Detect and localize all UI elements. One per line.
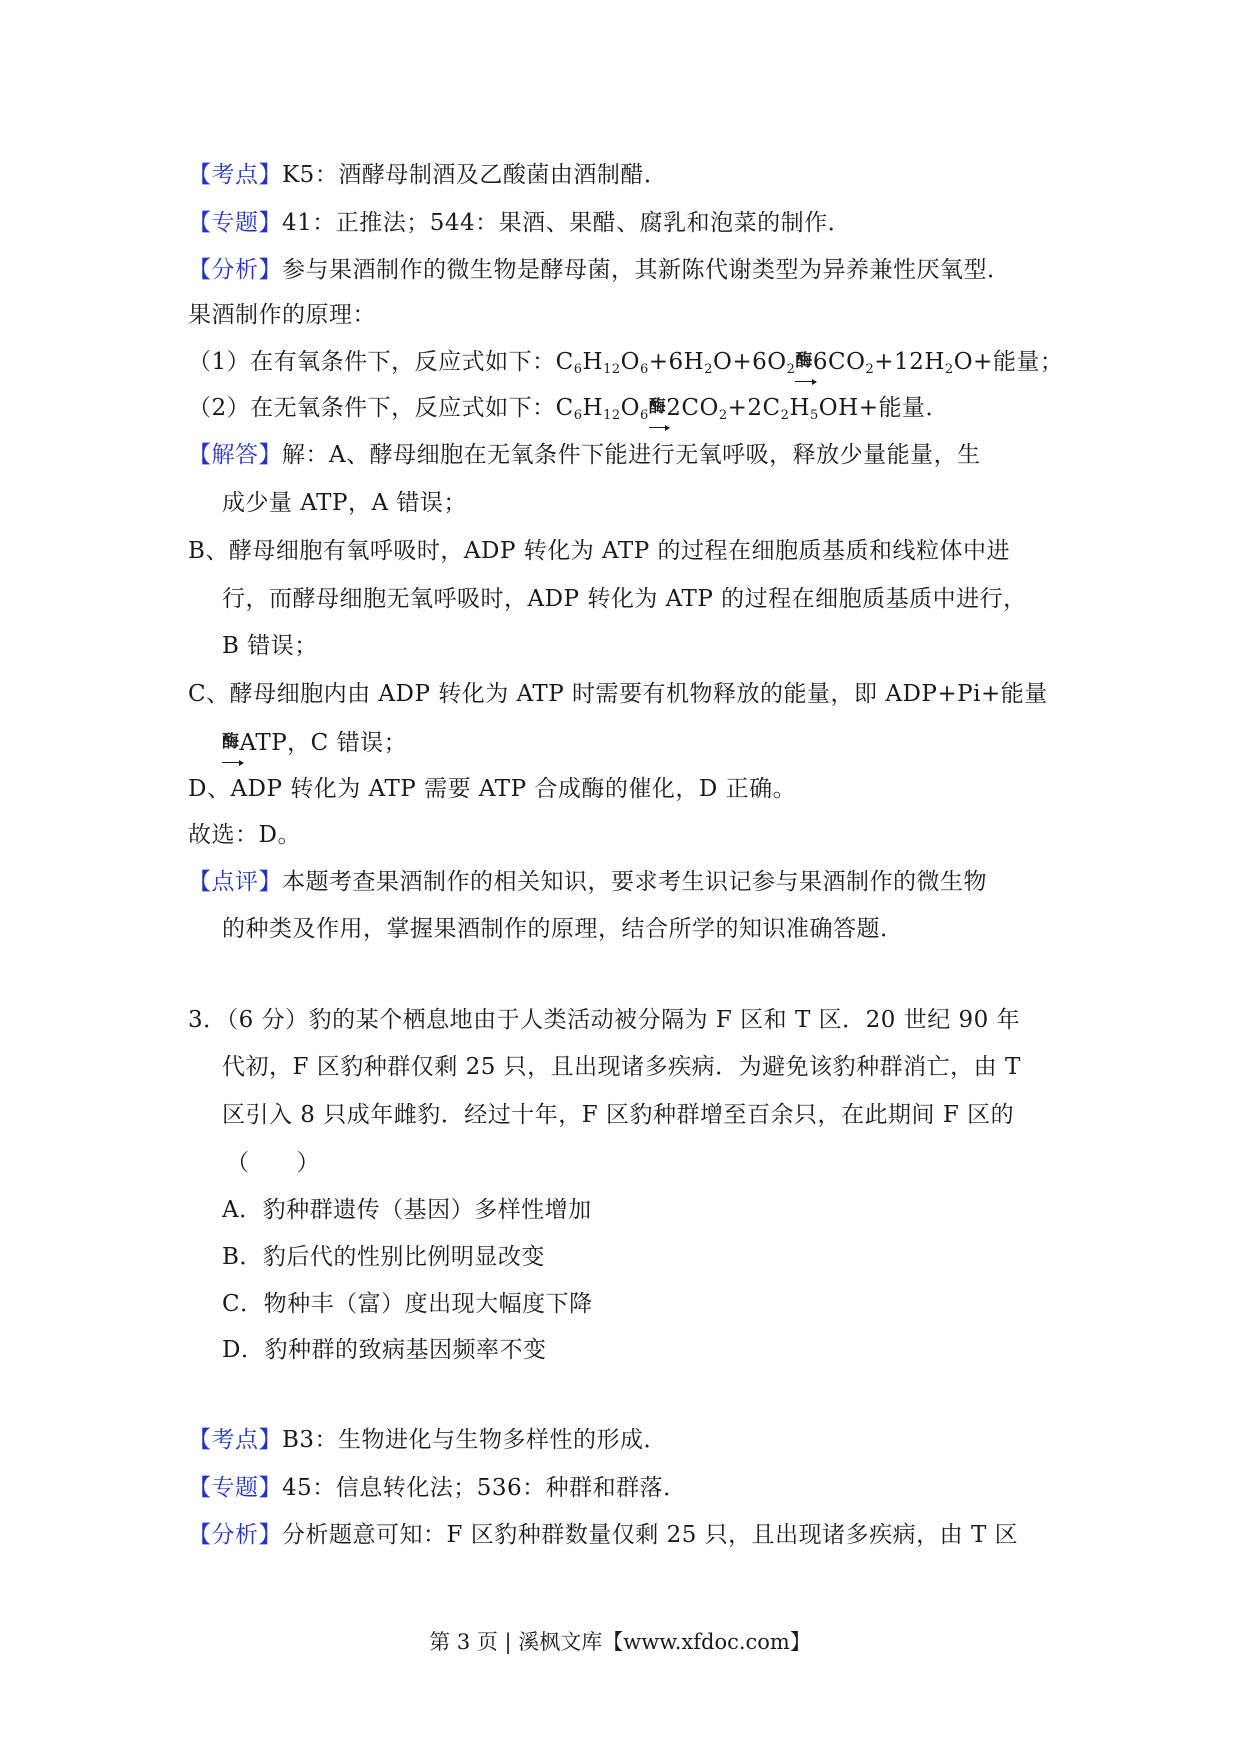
zhuanti-text: 41：正推法；544：果酒、果醋、腐乳和泡菜的制作． (282, 210, 852, 236)
kaodian-line: 【考点】B3：生物进化与生物多样性的形成． (188, 1427, 668, 1453)
answer-text: D、ADP 转化为 ATP 需要 ATP 合成酶的催化，D 正确。 (188, 776, 797, 802)
question-stem: 3．（6 分）豹的某个栖息地由于人类活动被分隔为 F 区和 T 区．20 世纪 90 年 (188, 1007, 1021, 1033)
question-stem: 代初，F 区豹种群仅剩 25 只，且出现诸多疾病．为避免该豹种群消亡，由 T (222, 1054, 1021, 1080)
equation-aerobic: （1）在有氧条件下，反应式如下：$C_6H_{12}O_6+6H_2O+6O_2$酶$6CO_2+12H_2O+$能量； (0, 346, 1240, 377)
zhuanti-line (0, 208, 1240, 238)
answer-text: 行，而酵母细胞无氧呼吸时，ADP 转化为 ATP 的过程在细胞质基质中进行， (222, 586, 1027, 612)
kaodian-line (0, 160, 1240, 190)
jieda-line: 【解答】解：A、酵母细胞在无氧条件下能进行无氧呼吸，释放少量能量，生 (188, 442, 981, 468)
zhuanti-line: 【专题】45：信息转化法；536：种群和群落． (188, 1475, 687, 1501)
fenxi-tag: 【分析】 (188, 1522, 282, 1548)
dianping-line: 【点评】本题考查果酒制作的相关知识，要求考生识记参与果酒制作的微生物 (188, 869, 987, 895)
page-footer: 第 3 页 | 溪枫文库【www.xfdoc.com】 (429, 1630, 811, 1654)
fenxi-line (0, 255, 1240, 285)
answer-text: C、酵母细胞内由 ADP 转化为 ATP 时需要有机物释放的能量，即 ADP+Pi+能量 (188, 681, 1048, 707)
zhuanti-tag: 【专题】 (188, 210, 282, 236)
kaodian-text: K5：酒酵母制酒及乙酸菌由酒制醋． (282, 162, 668, 188)
answer-text: B、酵母细胞有氧呼吸时，ADP 转化为 ATP 的过程在细胞质基质和线粒体中进 (188, 538, 1011, 564)
answer-text-c: 酶ATP，C 错误； (0, 727, 1240, 758)
jieda-tag: 【解答】 (188, 442, 282, 468)
option-a: A．豹种群遗传（基因）多样性增加 (222, 1197, 592, 1223)
principle-text: 果酒制作的原理： (188, 302, 376, 328)
enzyme-arrow: 酶 (649, 392, 667, 422)
fenxi-text: 参与果酒制作的微生物是酵母菌，其新陈代谢类型为异养兼性厌氧型． (282, 257, 1011, 283)
fenxi-line: 【分析】分析题意可知：F 区豹种群数量仅剩 25 只，且出现诸多疾病，由 T 区 (188, 1522, 1019, 1548)
dianping-text: 的种类及作用，掌握果酒制作的原理，结合所学的知识准确答题． (222, 916, 904, 942)
kaodian-tag: 【考点】 (188, 162, 282, 188)
principle-line (0, 300, 1240, 330)
answer-text: B 错误； (222, 633, 318, 659)
enzyme-arrow: 酶 (222, 727, 240, 757)
dianping-tag: 【点评】 (188, 869, 282, 895)
option-d: D．豹种群的致病基因频率不变 (222, 1337, 547, 1363)
question-stem: 区引入 8 只成年雌豹．经过十年，F 区豹种群增至百余只，在此期间 F 区的 (222, 1102, 1015, 1128)
answer-choice: 故选：D。 (188, 822, 301, 848)
enzyme-arrow: 酶 (795, 346, 813, 376)
equation-anaerobic: （2）在无氧条件下，反应式如下：$C_6H_{12}O_6$酶$2CO_2+2C_2H_5OH+$能量． (0, 392, 1240, 423)
fenxi-tag: 【分析】 (188, 257, 282, 283)
answer-text: 成少量 ATP，A 错误； (222, 490, 467, 516)
answer-blank: （ ） (226, 1150, 320, 1176)
option-b: B．豹后代的性别比例明显改变 (222, 1244, 545, 1270)
option-c: C．物种丰（富）度出现大幅度下降 (222, 1291, 593, 1317)
kaodian-tag: 【考点】 (188, 1427, 282, 1453)
zhuanti-tag: 【专题】 (188, 1475, 282, 1501)
